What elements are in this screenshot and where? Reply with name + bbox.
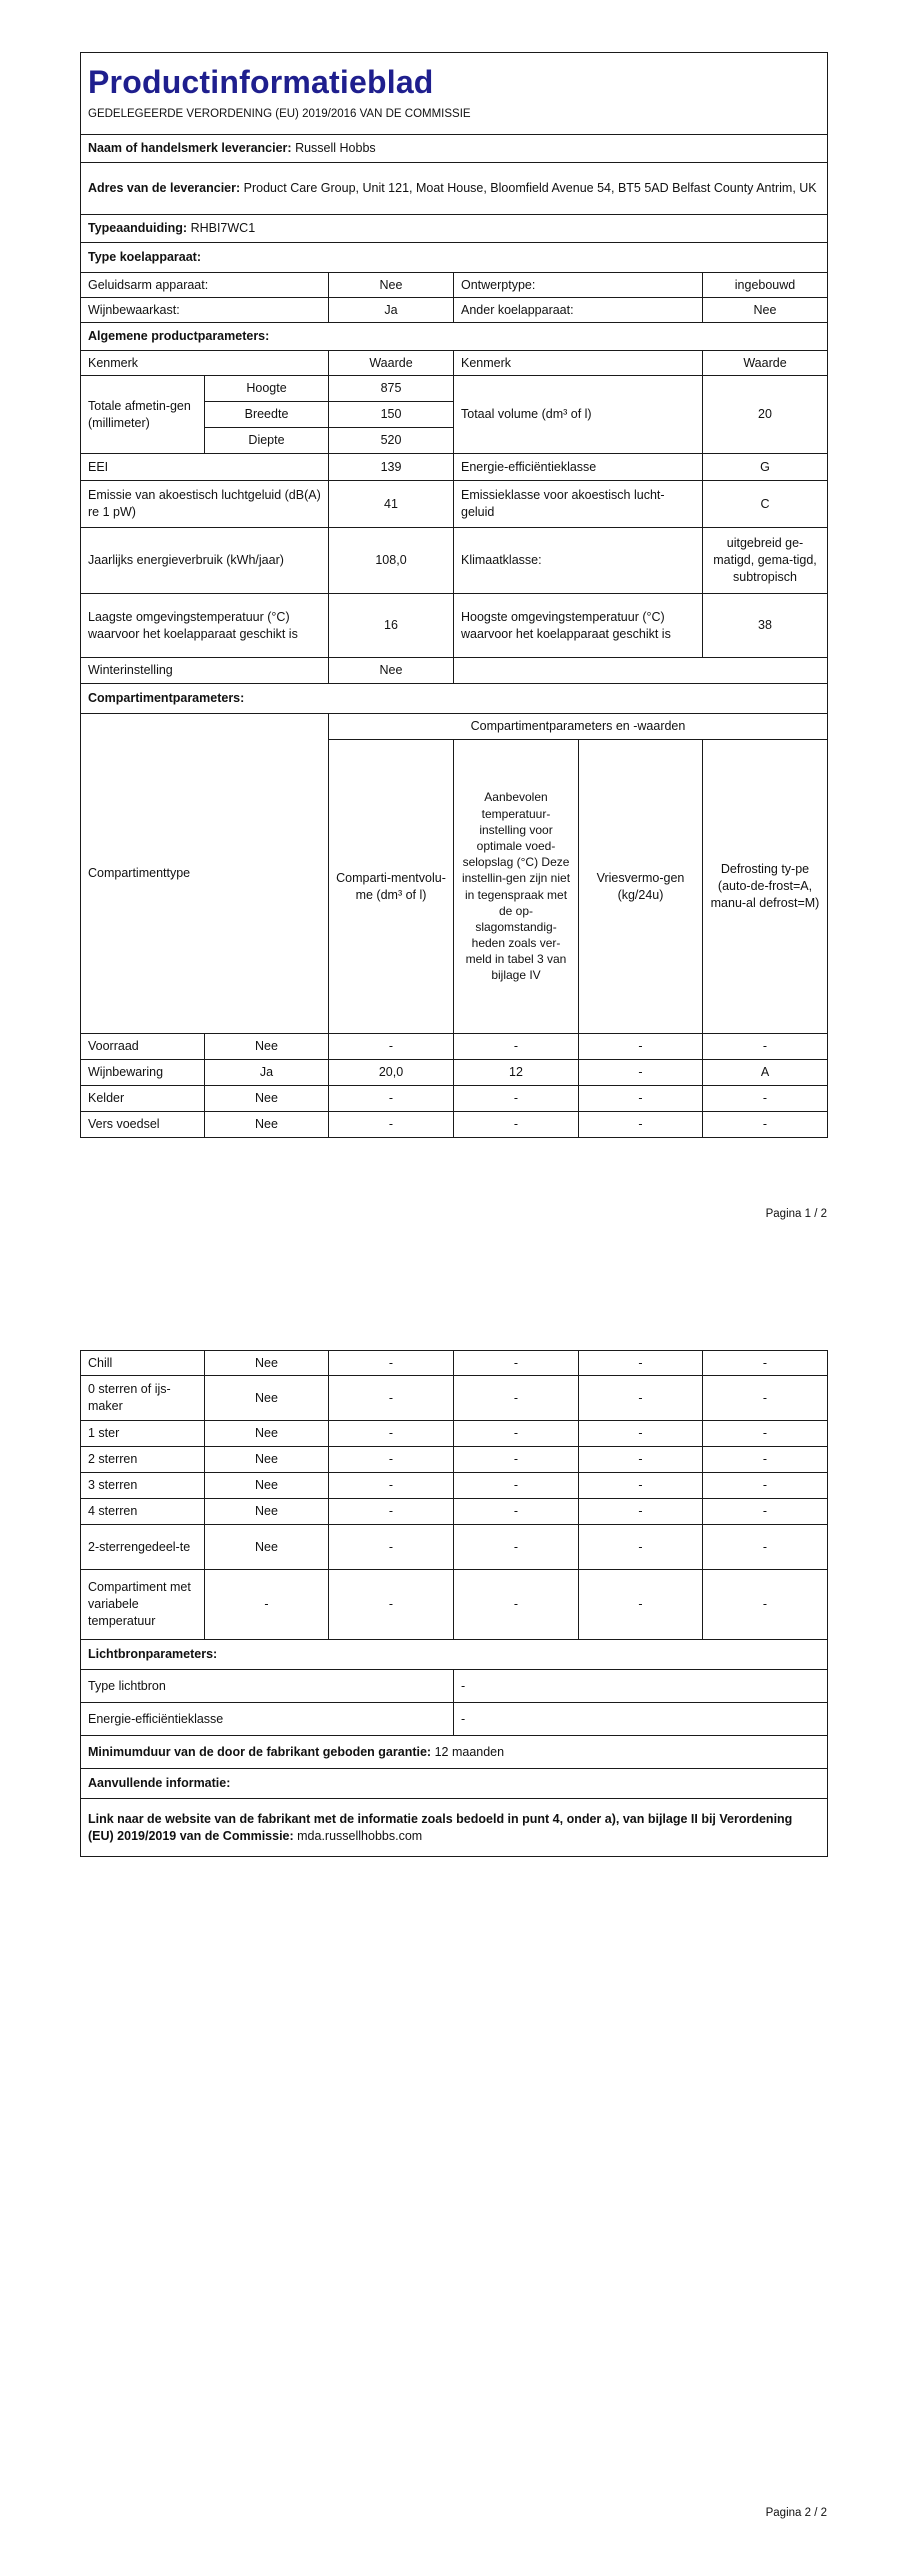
page-title: Productinformatieblad [88, 64, 434, 101]
compartment-temp: - [454, 1351, 579, 1376]
light-class-label: Energie-efficiëntieklasse [81, 1703, 454, 1736]
compartment-present: Nee [205, 1086, 329, 1112]
compartment-row [81, 1060, 828, 1086]
low-noise-label: Geluidsarm apparaat: [81, 273, 329, 298]
compartment-name: 2 sterren [81, 1447, 205, 1473]
light-heading: Lichtbronparameters: [81, 1640, 828, 1670]
compartment-volume: - [329, 1499, 454, 1525]
compartment-name: Voorraad [81, 1034, 205, 1060]
compartment-group-header: Compartimentparameters en -waarden [329, 714, 828, 740]
compartment-volume: - [329, 1351, 454, 1376]
compartment-defrost: - [703, 1499, 828, 1525]
compartment-volume: - [329, 1473, 454, 1499]
compartment-freeze: - [579, 1473, 703, 1499]
width-label: Breedte [205, 402, 329, 428]
model-row [81, 215, 828, 243]
compartment-present: Nee [205, 1473, 329, 1499]
compartment-present: Nee [205, 1421, 329, 1447]
compartment-present: Nee [205, 1525, 329, 1570]
compartment-volume: - [329, 1112, 454, 1138]
dimensions-label: Totale afmetin-gen (millimeter) [81, 376, 205, 454]
page-number-2: Pagina 2 / 2 [765, 2507, 827, 2519]
compartment-volume: - [329, 1376, 454, 1421]
annual-energy-value: 108,0 [329, 528, 454, 594]
wine-cabinet-label: Wijnbewaarkast: [81, 298, 329, 323]
compartment-volume: - [329, 1421, 454, 1447]
compartment-temp: - [454, 1499, 579, 1525]
depth-label: Diepte [205, 428, 329, 454]
compartment-defrost: - [703, 1112, 828, 1138]
empty-cell [454, 658, 828, 684]
general-heading: Algemene productparameters: [81, 323, 828, 351]
noise-class-value: C [703, 481, 828, 528]
compartment-temp: 12 [454, 1060, 579, 1086]
trademark-label: Naam of handelsmerk leverancier: [88, 141, 292, 156]
col-value-left: Waarde [329, 351, 454, 376]
climate-class-value: uitgebreid ge-matigd, gema-tigd, subtropisch [703, 528, 828, 594]
page-1 [0, 0, 905, 1260]
winter-setting-label: Winterinstelling [81, 658, 329, 684]
col-feature-right: Kenmerk [454, 351, 703, 376]
address-value: Product Care Group, Unit 121, Moat House, Bloomfield Avenue 54, BT5 5AD Belfast County Antrim, UK [243, 181, 817, 196]
compartment-name: 0 sterren of ijs-maker [81, 1376, 205, 1421]
compartment-row [81, 1525, 828, 1570]
compartment-name: Wijnbewaring [81, 1060, 205, 1086]
compartment-freeze: - [579, 1499, 703, 1525]
compartment-temp: - [454, 1421, 579, 1447]
compartment-temp: - [454, 1525, 579, 1570]
compartment-temp: - [454, 1086, 579, 1112]
compartment-volume: - [329, 1570, 454, 1640]
trademark-row [81, 135, 828, 163]
regulation-subtitle: GEDELEGEERDE VERORDENING (EU) 2019/2016 VAN DE COMMISSIE [88, 108, 471, 121]
noise-emission-value: 41 [329, 481, 454, 528]
compartment-freeze: - [579, 1570, 703, 1640]
page-number-1: Pagina 1 / 2 [765, 1208, 827, 1220]
model-label: Typeaanduiding: [88, 221, 188, 236]
other-appliance-value: Nee [703, 298, 828, 323]
compartment-rows-page-2 [81, 1351, 828, 1640]
compartment-freeze: - [579, 1447, 703, 1473]
other-appliance-label: Ander koelapparaat: [454, 298, 703, 323]
compartment-defrost: - [703, 1447, 828, 1473]
address-label: Adres van de leverancier: [88, 181, 241, 196]
light-type-value: - [454, 1670, 828, 1703]
total-volume-value: 20 [703, 376, 828, 454]
col-value-right: Waarde [703, 351, 828, 376]
compartment-name: 3 sterren [81, 1473, 205, 1499]
compartment-volume: - [329, 1447, 454, 1473]
compartment-row [81, 1351, 828, 1376]
compartment-volume-header: Comparti-mentvolu-me (dm³ of l) [329, 740, 454, 1034]
energy-class-value: G [703, 454, 828, 481]
warranty-row [81, 1736, 828, 1769]
eei-value: 139 [329, 454, 454, 481]
compartment-volume: 20,0 [329, 1060, 454, 1086]
type-heading: Type koelapparaat: [81, 243, 828, 273]
compartment-freeze: - [579, 1112, 703, 1138]
compartment-temp: - [454, 1112, 579, 1138]
compartment-row [81, 1086, 828, 1112]
compartment-defrost: - [703, 1351, 828, 1376]
compartment-freeze: - [579, 1034, 703, 1060]
compartment-freeze: - [579, 1086, 703, 1112]
light-class-value: - [454, 1703, 828, 1736]
compartment-present: Nee [205, 1034, 329, 1060]
compartment-row [81, 1447, 828, 1473]
design-label: Ontwerptype: [454, 273, 703, 298]
noise-class-label: Emissieklasse voor akoestisch lucht-geluid [454, 481, 703, 528]
compartment-present: Nee [205, 1112, 329, 1138]
compartment-row [81, 1112, 828, 1138]
compartment-row [81, 1570, 828, 1640]
compartment-temp: - [454, 1447, 579, 1473]
height-label: Hoogte [205, 376, 329, 402]
warranty-value: 12 maanden [434, 1744, 505, 1759]
eei-label: EEI [81, 454, 329, 481]
product-info-table [80, 52, 828, 1138]
compartment-heading: Compartimentparameters: [81, 684, 828, 714]
compartment-row [81, 1473, 828, 1499]
col-feature-left: Kenmerk [81, 351, 329, 376]
compartment-temp: - [454, 1570, 579, 1640]
page-2 [0, 1260, 905, 2560]
compartment-present: Nee [205, 1376, 329, 1421]
winter-setting-value: Nee [329, 658, 454, 684]
additional-heading: Aanvullende informatie: [81, 1769, 828, 1799]
address-row [81, 163, 828, 215]
wine-cabinet-value: Ja [329, 298, 454, 323]
compartment-volume: - [329, 1034, 454, 1060]
compartment-defrost: - [703, 1473, 828, 1499]
annual-energy-label: Jaarlijks energieverbruik (kWh/jaar) [81, 528, 329, 594]
freezing-capacity-header: Vriesvermo-gen (kg/24u) [579, 740, 703, 1034]
compartment-row [81, 1376, 828, 1421]
compartment-rows-page-1 [81, 1034, 828, 1138]
compartment-freeze: - [579, 1376, 703, 1421]
compartment-name: 4 sterren [81, 1499, 205, 1525]
max-temp-value: 38 [703, 594, 828, 658]
title-block [81, 53, 828, 135]
compartment-temp: - [454, 1034, 579, 1060]
compartment-freeze: - [579, 1421, 703, 1447]
compartment-freeze: - [579, 1525, 703, 1570]
model-value: RHBI7WC1 [190, 221, 256, 236]
compartment-present: Ja [205, 1060, 329, 1086]
compartment-temp: - [454, 1473, 579, 1499]
width-value: 150 [329, 402, 454, 428]
defrost-type-header: Defrosting ty-pe (auto-de-frost=A, manu-al defrost=M) [703, 740, 828, 1034]
depth-value: 520 [329, 428, 454, 454]
compartment-row [81, 1421, 828, 1447]
compartment-defrost: A [703, 1060, 828, 1086]
light-type-label: Type lichtbron [81, 1670, 454, 1703]
compartment-present: Nee [205, 1447, 329, 1473]
compartment-name: Vers voedsel [81, 1112, 205, 1138]
compartment-name: Chill [81, 1351, 205, 1376]
compartment-temp: - [454, 1376, 579, 1421]
compartment-row [81, 1499, 828, 1525]
height-value: 875 [329, 376, 454, 402]
manufacturer-link[interactable]: mda.russellhobbs.com [297, 1828, 423, 1843]
compartment-present: Nee [205, 1499, 329, 1525]
compartment-name: 1 ster [81, 1421, 205, 1447]
min-temp-label: Laagste omgevingstemperatuur (°C) waarvoor het koelapparaat geschikt is [81, 594, 329, 658]
trademark-value: Russell Hobbs [295, 141, 376, 156]
manufacturer-link-row [81, 1799, 828, 1857]
climate-class-label: Klimaatklasse: [454, 528, 703, 594]
noise-emission-label: Emissie van akoestisch luchtgeluid (dB(A) re 1 pW) [81, 481, 329, 528]
energy-class-label: Energie-efficiëntieklasse [454, 454, 703, 481]
design-value: ingebouwd [703, 273, 828, 298]
total-volume-label: Totaal volume (dm³ of l) [454, 376, 703, 454]
warranty-label: Minimumduur van de door de fabrikant geboden garantie: [88, 1744, 432, 1759]
recommended-temp-header: Aanbevolen temperatuur-instelling voor optimale voed-selopslag (°C) Deze instellin-gen zijn niet in tegenspraak met de op-slagomstandig-heden zoals ver-meld in tabel 3 van bijlage IV [454, 740, 579, 1034]
compartment-freeze: - [579, 1060, 703, 1086]
compartment-defrost: - [703, 1034, 828, 1060]
compartment-volume: - [329, 1525, 454, 1570]
compartment-type-header: Compartimenttype [81, 714, 329, 1034]
compartment-freeze: - [579, 1351, 703, 1376]
compartment-defrost: - [703, 1525, 828, 1570]
compartment-defrost: - [703, 1421, 828, 1447]
manufacturer-link-label: Link naar de website van de fabrikant met de informatie zoals bedoeld in punt 4, onder a), van bijlage II bij Verordening (EU) 2019/2019 van de Commissie: [88, 1811, 793, 1843]
compartment-row [81, 1034, 828, 1060]
compartment-name: Compartiment met variabele temperatuur [81, 1570, 205, 1640]
min-temp-value: 16 [329, 594, 454, 658]
compartment-defrost: - [703, 1570, 828, 1640]
compartment-present: Nee [205, 1351, 329, 1376]
product-info-table-continued [80, 1350, 828, 1857]
compartment-name: 2-sterrengedeel-te [81, 1525, 205, 1570]
compartment-volume: - [329, 1086, 454, 1112]
max-temp-label: Hoogste omgevingstemperatuur (°C) waarvoor het koelapparaat geschikt is [454, 594, 703, 658]
compartment-name: Kelder [81, 1086, 205, 1112]
compartment-defrost: - [703, 1086, 828, 1112]
compartment-present: - [205, 1570, 329, 1640]
compartment-defrost: - [703, 1376, 828, 1421]
low-noise-value: Nee [329, 273, 454, 298]
